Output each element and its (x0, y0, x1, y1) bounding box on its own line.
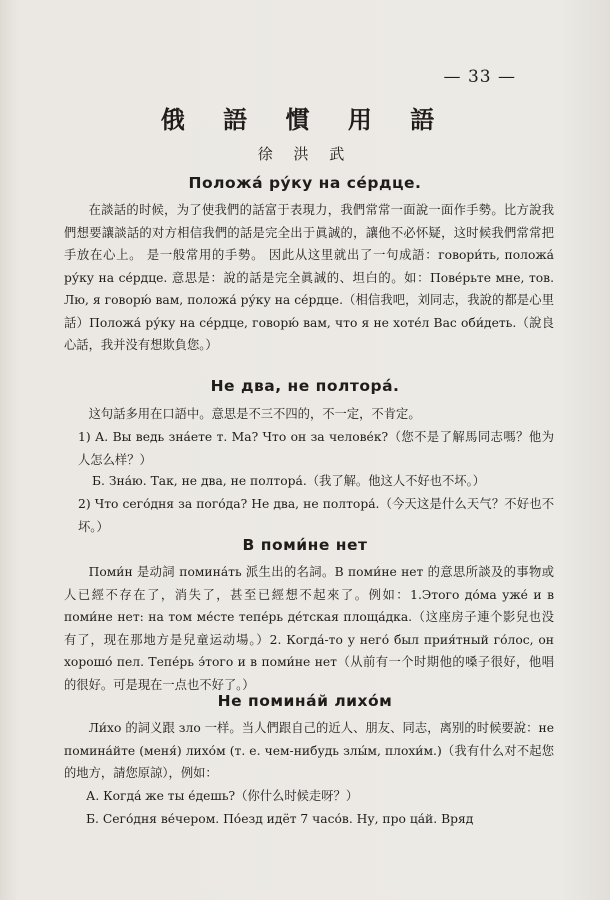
page-title: 俄 語 慣 用 語 (160, 105, 450, 134)
idiom-heading: Не два, не полтора́. (210, 377, 400, 395)
dialogue-line: Б. Сего́дня ве́чером. По́езд идёт 7 часо́в. Ну, про ца́й. Вряд (86, 812, 474, 826)
page-number: — 33 — (443, 67, 516, 87)
idiom-paragraph: Ли́хо 的詞义跟 зло 一样。当人們跟自己的近人、朋友、同志，离别的时候要說：не помина́йте (меня́) лихо́м (т. е. чем-нибудь злы́м, плохи́м.)（我有什么对不起您的地方，請您原諒），例如： (64, 721, 554, 780)
idiom-heading: Положа́ ру́ку на се́рдце. (188, 174, 422, 192)
idiom-heading: В поми́не нет (242, 536, 368, 554)
idiom-heading: Не помина́й лихо́м (217, 692, 393, 710)
example-line: 2) Что сего́дня за пого́да? Не два, не полтора́.（今天这是什么天气？不好也不坏。） (78, 497, 554, 534)
example-line: 1) А. Вы ведь зна́ете т. Ма? Что он за челове́к?（您不是了解馬同志嗎？他为人怎么样？） (78, 430, 554, 467)
example-line: Б. Зна́ю. Так, не два, не полтора́.（我了解。他这人不好也不坏。） (92, 474, 486, 488)
author-name: 徐 洪 武 (257, 145, 353, 163)
idiom-paragraph: 这句話多用在口語中。意思是不三不四的，不一定，不肯定。 (88, 407, 421, 421)
dialogue-line: А. Когда́ же ты е́дешь?（你什么时候走呀？） (86, 789, 359, 803)
idiom-paragraph: 在談話的时候，为了使我們的話富于表現力，我們常常一面說一面作手勢。比方說我們想要讓談話的对方相信我們的話是完全出于眞誠的，讓他不必怀疑，这时候我們常常把手放在心上。 是一般常用的手勢。 因此从这里就出了一句成語：говори́ть, положа́ ру́ку на се́рдце. 意思是：說的話是完全眞誠的、坦白的。如：Пове́рьте мне, тов. Лю, я говорю́ вам, положа́ ру́ку на се́рдце.（相信我吧，刘同志，我說的都是心里話）Положа́ ру́ку на се́рдце, говорю́ вам, что я не хоте́л Вас оби́деть.（說良心話，我并没有想欺負您。） (64, 203, 554, 352)
idiom-paragraph: Поми́н 是动詞 помина́ть 派生出的名詞。В поми́не нет 的意思所談及的事物或人已經不存在了，消失了，甚至已經想不起來了。例如：1.Этого до́ма уже́ и в поми́не нет: на том ме́сте тепе́рь де́тская площа́дка.（这座房子連个影兒也没有了，现在那地方是兒童运动場。）2. Когда́-то у него́ был прия́тный го́лос, он хорошо́ пел. Тепе́рь э́того и в поми́не нет（从前有一个时期他的嗓子很好，他唱的很好。可是現在一点也不好了。） (64, 565, 554, 692)
